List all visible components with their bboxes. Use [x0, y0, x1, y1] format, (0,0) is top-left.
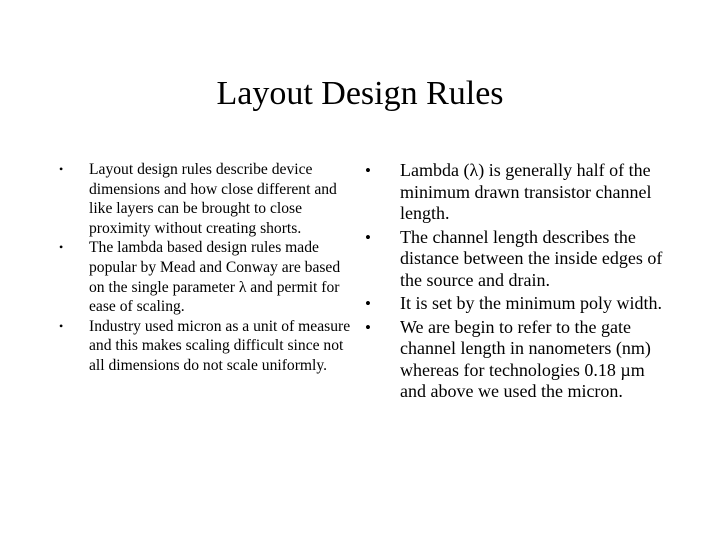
right-bullet-list — [363, 160, 663, 405]
list-item — [56, 317, 356, 376]
list-item — [363, 160, 663, 225]
list-item — [363, 227, 663, 292]
bullet-icon: • — [365, 161, 371, 180]
list-item — [56, 238, 356, 316]
list-item — [56, 160, 356, 238]
bullet-icon: • — [59, 240, 64, 255]
bullet-icon: • — [59, 318, 64, 333]
bullet-text: The lambda based design rules made popular by Mead and Conway are based on the single parameter λ and permit for ease of scaling. — [89, 239, 341, 316]
bullet-text: It is set by the minimum poly width. — [400, 293, 662, 313]
bullet-text: The channel length describes the distance between the inside edges of the source and drain. — [400, 226, 663, 290]
bullet-icon: • — [59, 162, 64, 176]
bullet-text: We are begin to refer to the gate channel length in nanometers (nm) whereas for technologies 0.18 µm and above we used the micron. — [400, 316, 651, 401]
list-item — [363, 317, 663, 403]
left-bullet-list — [56, 160, 356, 376]
bullet-text: Layout design rules describe device dimensions and how close different and like layers can be brought to close proximity without creating shorts. — [89, 161, 337, 237]
bullet-icon: • — [365, 317, 371, 337]
bullet-text: Lambda (λ) is generally half of the minimum drawn transistor channel length. — [400, 160, 652, 223]
list-item — [363, 293, 663, 315]
bullet-icon: • — [365, 227, 371, 247]
slide-title: Layout Design Rules — [216, 75, 504, 112]
bullet-text: Industry used micron as a unit of measure and this makes scaling difficult since not all dimensions do not scale uniformly. — [89, 317, 351, 374]
bullet-icon: • — [365, 294, 371, 313]
